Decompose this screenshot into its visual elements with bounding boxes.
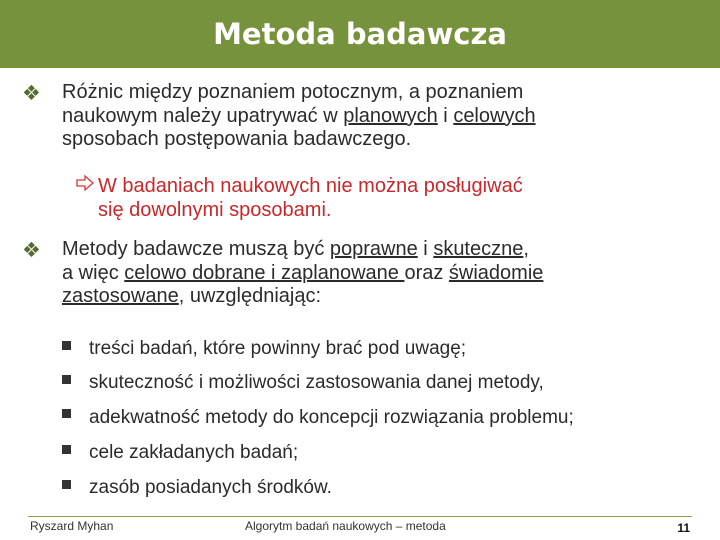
point-1-sub-text (98, 174, 523, 222)
point-1-line-2c: i (437, 104, 454, 127)
footer-subject: Algorytm badań naukowych – metoda (245, 519, 446, 533)
list-item: zasób posiadanych środków. (89, 477, 332, 498)
point-1-line-2 (62, 105, 536, 129)
point-2-line-1a: Metody badawcze muszą być (62, 238, 330, 260)
point-2-celowo-dobrane: celowo dobrane i zaplanowane (124, 261, 405, 284)
diamond-bullet-icon: ❖ (22, 239, 41, 262)
point-2-line-2c: oraz (404, 261, 449, 284)
point-2-zastosowane: zastosowane (62, 285, 179, 307)
point-2-line-1e: , (523, 238, 529, 260)
footer-divider (28, 516, 692, 517)
square-bullet-icon (62, 445, 71, 454)
point-1-sub-line-1: W badaniach naukowych nie można posługiwać (98, 175, 523, 197)
point-1-celowych: celowych (453, 104, 536, 127)
square-bullet-icon (62, 409, 71, 418)
list-item: adekwatność metody do koncepcji rozwiązania problemu; (89, 407, 574, 428)
slide-title: Metoda badawcza (213, 17, 507, 51)
diamond-bullet-icon: ❖ (22, 82, 41, 105)
point-1-text (62, 81, 536, 152)
page-number: 11 (677, 521, 690, 535)
list-item: skuteczność i możliwości zastosowania danej metody, (89, 372, 544, 393)
point-2-line-3b: , uwzględniając: (178, 285, 322, 307)
footer-author: Ryszard Myhan (30, 519, 114, 533)
list-item: treści badań, które powinny brać pod uwagę; (89, 338, 467, 359)
point-2-line-3 (62, 285, 543, 309)
point-2-skuteczne: skuteczne (433, 238, 524, 260)
square-bullet-icon (62, 341, 71, 350)
point-2-poprawne: poprawne (329, 238, 418, 260)
point-1-line-3: sposobach postępowania badawczego. (62, 128, 412, 150)
point-1-line-2a: naukowym należy upatrywać w (62, 104, 344, 127)
square-bullet-icon (62, 480, 71, 489)
point-1-sub-line-2: się dowolnymi sposobami. (98, 199, 332, 221)
point-1-line-1: Różnic między poznaniem potocznym, a poznaniem (62, 81, 524, 103)
point-1-planowych: planowych (343, 104, 438, 127)
point-2-swiadomie: świadomie (448, 261, 544, 284)
point-2-line-2 (62, 262, 543, 286)
point-2-line-2a: a więc (62, 261, 125, 284)
list-item: cele zakładanych badań; (89, 442, 299, 463)
point-2-line-1 (62, 238, 543, 262)
square-bullet-icon (62, 375, 71, 384)
point-2-line-1c: i (417, 238, 434, 260)
arrow-right-icon (76, 174, 94, 198)
point-2-text (62, 238, 543, 309)
